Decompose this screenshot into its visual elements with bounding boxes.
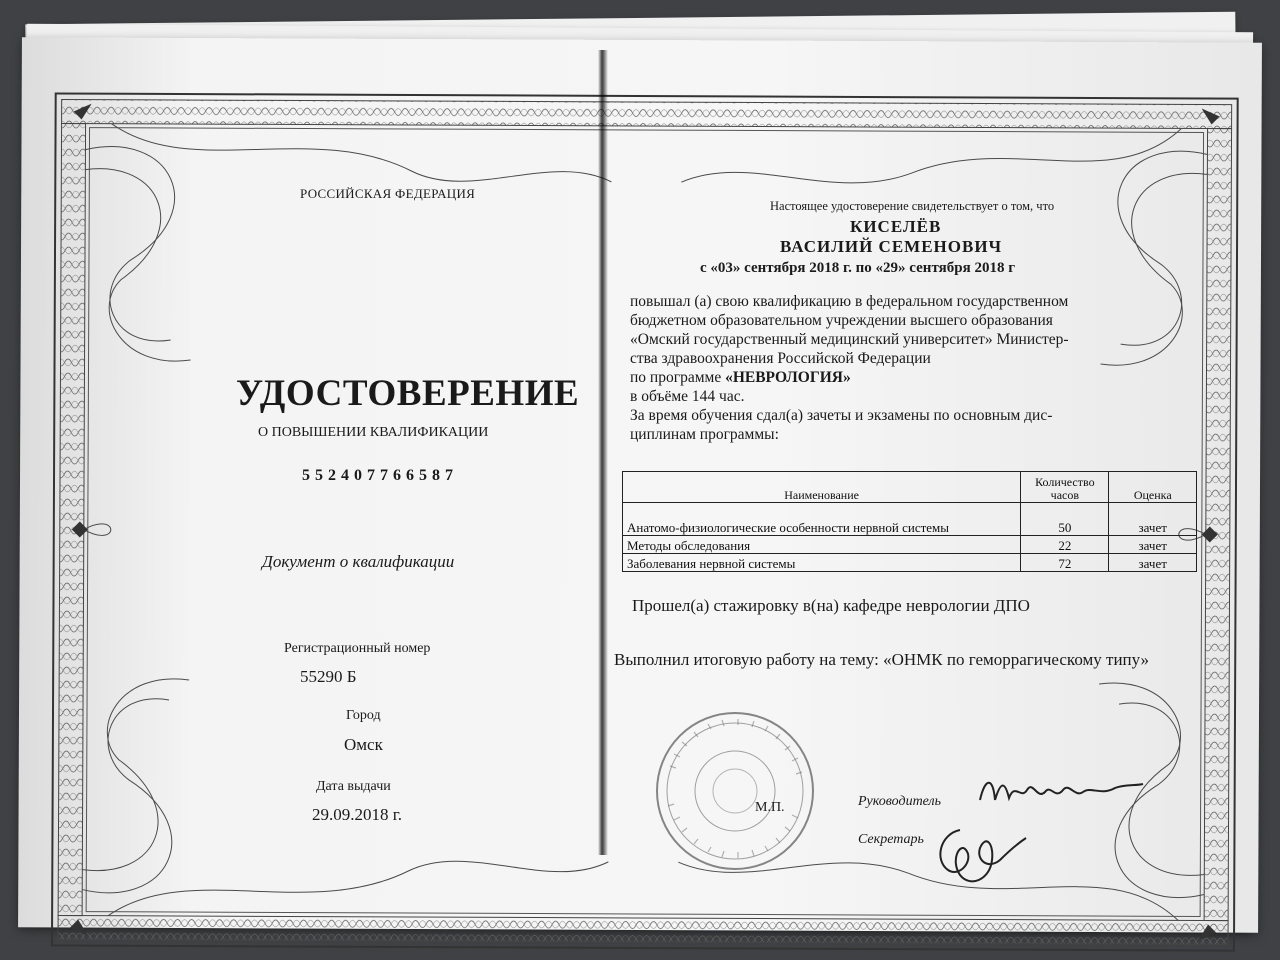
column-header-hours: Количество часов [1021, 472, 1109, 503]
training-period: с «03» сентября 2018 г. по «29» сентября 2018 г [700, 260, 1015, 276]
program-name: «НЕВРОЛОГИЯ» [725, 369, 851, 386]
document-subtitle: О ПОВЫШЕНИИ КВАЛИФИКАЦИИ [258, 425, 489, 440]
internship-statement: Прошел(а) стажировку в(на) кафедре неврологии ДПО [632, 596, 1030, 615]
discipline-name: Методы обследования [623, 536, 1021, 554]
discipline-hours: 72 [1021, 554, 1109, 572]
column-header-grade: Оценка [1109, 472, 1197, 503]
discipline-name: Анатомо-физиологические особенности нервной системы [623, 503, 1021, 536]
issue-date-label: Дата выдачи [316, 779, 391, 794]
disciplines-table [622, 471, 1197, 572]
document-number: 552407766587 [302, 467, 458, 484]
table-row [623, 536, 1197, 554]
registration-label: Регистрационный номер [284, 641, 431, 656]
description-line: «Омский государственный медицинский университет» Министер- [630, 331, 1069, 348]
exams-line: За время обучения сдал(а) зачеты и экзамены по основным дис- [630, 407, 1053, 424]
description-line: ства здравоохранения Российской Федерации [630, 350, 931, 367]
official-seal-stamp [650, 706, 820, 876]
discipline-grade: зачет [1109, 554, 1197, 572]
city-value: Омск [344, 735, 383, 754]
exams-line: циплинам программы: [630, 426, 779, 443]
center-fold-line [598, 50, 608, 855]
secretary-signature [930, 820, 1030, 895]
head-signature [975, 770, 1145, 815]
discipline-grade: зачет [1109, 503, 1197, 536]
discipline-hours: 50 [1021, 503, 1109, 536]
discipline-grade: зачет [1109, 536, 1197, 554]
training-description [630, 292, 1190, 444]
program-volume: в объёме 144 час. [630, 388, 745, 405]
description-line: бюджетном образовательном учреждении высшего образования [630, 312, 1053, 329]
discipline-name: Заболевания нервной системы [623, 554, 1021, 572]
program-prefix: по программе [630, 369, 722, 386]
final-work-statement: Выполнил итоговую работу на тему: «ОНМК по геморрагическому типу» [614, 650, 1150, 669]
head-signature-label: Руководитель [858, 794, 942, 809]
holder-given-names: ВАСИЛИЙ СЕМЕНОВИЧ [780, 237, 1003, 256]
holder-surname: КИСЕЛЁВ [850, 217, 942, 236]
secretary-signature-label: Секретарь [858, 832, 924, 847]
issue-date-value: 29.09.2018 г. [312, 805, 403, 824]
seal-place-label: М.П. [755, 800, 785, 815]
description-line: повышал (а) свою квалификацию в федеральном государственном [630, 293, 1069, 310]
certificate-intro: Настоящее удостоверение свидетельствует о том, что [770, 199, 1055, 213]
table-header-row [623, 472, 1197, 503]
document-title: УДОСТОВЕРЕНИЕ [236, 373, 580, 414]
document-kind: Документ о квалификации [262, 552, 455, 571]
table-row [623, 554, 1197, 572]
program-line [630, 368, 1190, 387]
registration-value: 55290 Б [300, 667, 357, 686]
table-row [623, 503, 1197, 536]
country-name: РОССИЙСКАЯ ФЕДЕРАЦИЯ [300, 186, 476, 201]
column-header-name: Наименование [623, 472, 1021, 503]
city-label: Город [346, 708, 381, 723]
discipline-hours: 22 [1021, 536, 1109, 554]
